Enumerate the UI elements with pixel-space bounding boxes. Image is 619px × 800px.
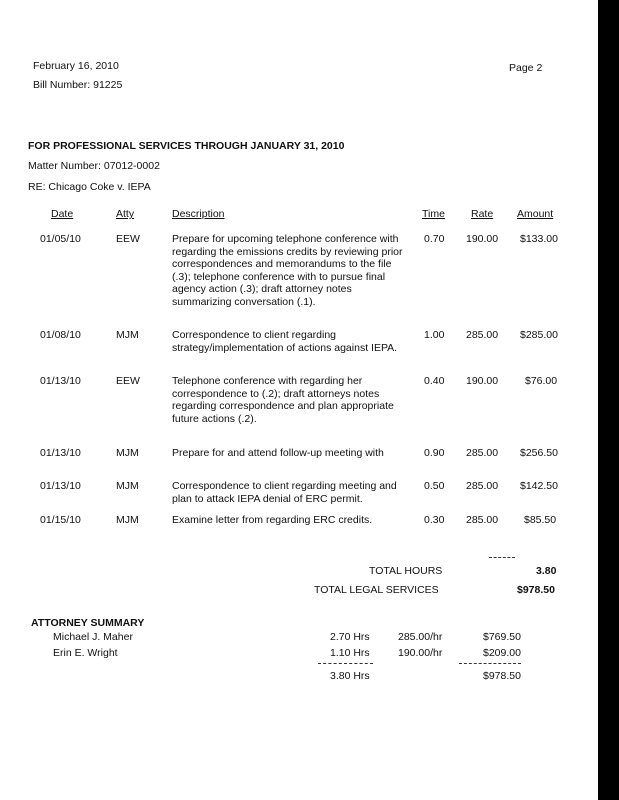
entry-atty: MJM bbox=[116, 480, 139, 492]
col-header-date: Date bbox=[51, 208, 74, 220]
col-header-amount: Amount bbox=[517, 208, 554, 220]
total-legal-value: $978.50 bbox=[517, 584, 555, 596]
entry-atty: MJM bbox=[116, 329, 139, 341]
entry-time: 0.70 bbox=[424, 233, 445, 245]
entry-amount: $256.50 bbox=[520, 447, 558, 459]
attorney-amount: $769.50 bbox=[483, 631, 521, 643]
total-hours-value: 3.80 bbox=[536, 565, 557, 577]
entry-atty: MJM bbox=[116, 514, 139, 526]
attorney-summary-title: ATTORNEY SUMMARY bbox=[31, 617, 145, 629]
attorney-name: Erin E. Wright bbox=[53, 647, 118, 659]
entry-rate: 285.00 bbox=[466, 447, 499, 459]
entry-rate: 190.00 bbox=[466, 233, 499, 245]
entry-atty: EEW bbox=[116, 375, 140, 387]
attorney-hours: 2.70 Hrs bbox=[330, 631, 370, 643]
re-line: RE: Chicago Coke v. IEPA bbox=[28, 181, 151, 193]
total-divider bbox=[489, 557, 515, 558]
total-legal-label: TOTAL LEGAL SERVICES bbox=[314, 584, 439, 596]
bill-number: Bill Number: 91225 bbox=[33, 79, 123, 91]
page-number: Page 2 bbox=[509, 62, 543, 74]
entry-rate: 285.00 bbox=[466, 480, 499, 492]
attorney-rate: 285.00/hr bbox=[398, 631, 443, 643]
scan-edge-bar bbox=[598, 0, 619, 800]
entry-amount: $76.00 bbox=[525, 375, 558, 387]
attorney-rate: 190.00/hr bbox=[398, 647, 443, 659]
entry-date: 01/15/10 bbox=[40, 514, 81, 526]
entry-time: 0.50 bbox=[424, 480, 445, 492]
entry-time: 1.00 bbox=[424, 329, 445, 341]
entry-description: Prepare for and attend follow-up meeting with bbox=[172, 447, 384, 459]
summary-amount-divider bbox=[459, 663, 521, 664]
entry-atty: MJM bbox=[116, 447, 139, 459]
entry-description: Examine letter from regarding ERC credits. bbox=[172, 514, 373, 526]
matter-number: Matter Number: 07012-0002 bbox=[28, 160, 160, 172]
entry-time: 0.40 bbox=[424, 375, 445, 387]
entry-description: Correspondence to client regarding strategy/implementation of actions against IEPA. bbox=[172, 329, 398, 354]
entry-amount: $85.50 bbox=[524, 514, 557, 526]
col-header-time: Time bbox=[422, 208, 445, 220]
entry-rate: 285.00 bbox=[466, 514, 499, 526]
entry-atty: EEW bbox=[116, 233, 140, 245]
entry-time: 0.30 bbox=[424, 514, 445, 526]
entry-date: 01/05/10 bbox=[40, 233, 81, 245]
entry-date: 01/08/10 bbox=[40, 329, 81, 341]
entry-date: 01/13/10 bbox=[40, 375, 81, 387]
entry-date: 01/13/10 bbox=[40, 447, 81, 459]
col-header-atty: Atty bbox=[116, 208, 135, 220]
entry-description: Prepare for upcoming telephone conference with regarding the emissions credits by reviewing prior correspondences and memorandums to the file (.3); telephone conference with to pursue final agency action (.3); draft attorney notes summarizing conversation (.1). bbox=[172, 233, 403, 308]
attorney-hours: 1.10 Hrs bbox=[330, 647, 370, 659]
summary-hours-divider bbox=[318, 663, 373, 664]
entry-amount: $133.00 bbox=[520, 233, 558, 245]
entry-time: 0.90 bbox=[424, 447, 445, 459]
bill-date: February 16, 2010 bbox=[33, 60, 119, 72]
entry-description: Correspondence to client regarding meeting and plan to attack IEPA denial of ERC permit. bbox=[172, 480, 397, 505]
attorney-name: Michael J. Maher bbox=[53, 631, 133, 643]
entry-rate: 190.00 bbox=[466, 375, 499, 387]
services-title: FOR PROFESSIONAL SERVICES THROUGH JANUARY 31, 2010 bbox=[28, 140, 345, 152]
entry-rate: 285.00 bbox=[466, 329, 499, 341]
entry-amount: $142.50 bbox=[520, 480, 558, 492]
summary-total-amount: $978.50 bbox=[483, 670, 521, 682]
col-header-description: Description bbox=[172, 208, 225, 220]
total-hours-label: TOTAL HOURS bbox=[369, 565, 443, 577]
entry-amount: $285.00 bbox=[520, 329, 558, 341]
entry-description: Telephone conference with regarding her correspondence to (.2); draft attorneys notes regarding correspondence and plan appropriate future actions (.2). bbox=[172, 375, 394, 425]
attorney-amount: $209.00 bbox=[483, 647, 521, 659]
col-header-rate: Rate bbox=[471, 208, 494, 220]
summary-total-hours: 3.80 Hrs bbox=[330, 670, 370, 682]
entry-date: 01/13/10 bbox=[40, 480, 81, 492]
